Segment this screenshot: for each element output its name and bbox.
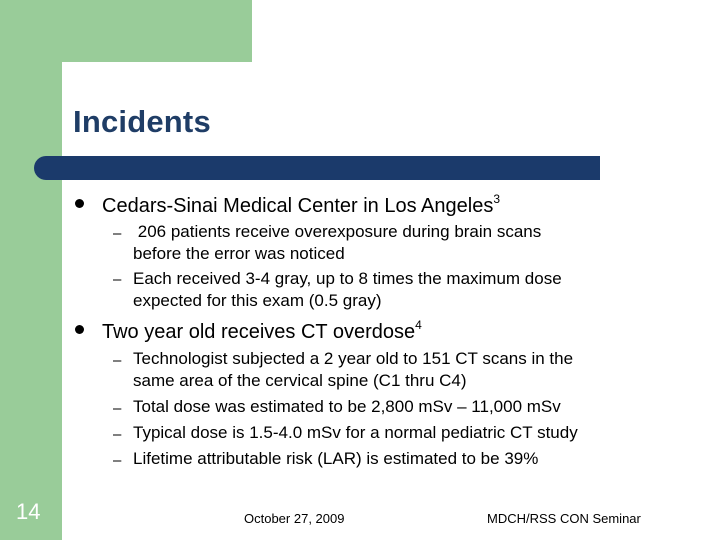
dash-marker: – bbox=[113, 400, 122, 417]
bullet-2-sub-1: Technologist subjected a 2 year old to 151 CT scans in the same area of the cervical spine (C1 thru C4) bbox=[133, 349, 574, 390]
bullet-1: Cedars-Sinai Medical Center in Los Angeles$^3$ bbox=[102, 192, 501, 217]
footnote-ref: 3 bbox=[493, 192, 501, 206]
dash-marker: – bbox=[113, 225, 122, 242]
title-underline-bar bbox=[34, 156, 600, 180]
bullet-2-sub-4: Lifetime attributable risk (LAR) is estimated to be 39% bbox=[133, 449, 539, 468]
dash-marker: – bbox=[113, 271, 122, 288]
green-side-bar bbox=[0, 0, 62, 540]
dash-marker: – bbox=[113, 426, 122, 443]
bullet-dot bbox=[75, 199, 84, 208]
footer-date: October 27, 2009 bbox=[244, 511, 345, 526]
dash-marker: – bbox=[113, 352, 122, 369]
bullet-2-sub-2: Total dose was estimated to be 2,800 mSv – 11,000 mSv bbox=[133, 397, 561, 416]
bullet-2: Two year old receives CT overdose$^4$ bbox=[102, 318, 422, 343]
bullet-1-sub-1: 206 patients receive overexposure during brain scans before the error was noticed bbox=[133, 222, 542, 263]
footnote-ref: 4 bbox=[415, 318, 422, 332]
slide-title: Incidents bbox=[73, 104, 211, 139]
bullet-2-sub-3: Typical dose is 1.5-4.0 mSv for a normal pediatric CT study bbox=[133, 423, 578, 442]
slide-number: 14 bbox=[16, 499, 41, 524]
dash-marker: – bbox=[113, 452, 122, 469]
bullet-dot bbox=[75, 325, 84, 334]
bullet-1-sub-2: Each received 3-4 gray, up to 8 times the maximum dose expected for this exam (0.5 gray) bbox=[133, 269, 562, 310]
footer-event: MDCH/RSS CON Seminar bbox=[487, 511, 641, 526]
